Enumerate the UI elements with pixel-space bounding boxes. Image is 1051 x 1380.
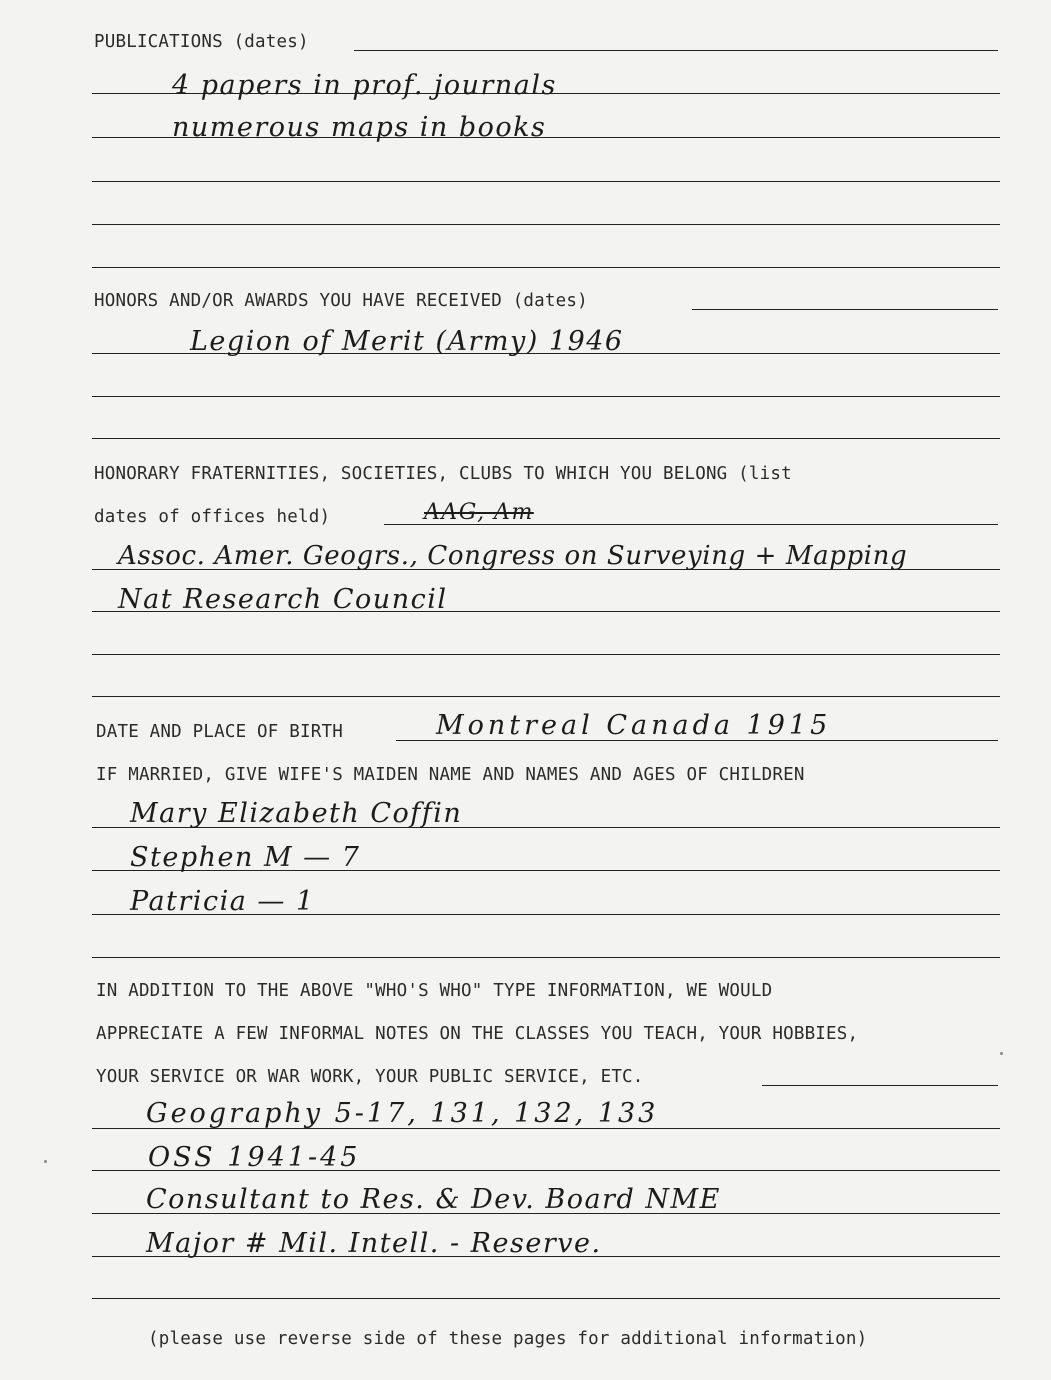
birth-value: Montreal Canada 1915 bbox=[436, 710, 832, 741]
publications-entry: numerous maps in books bbox=[172, 112, 547, 143]
honors-entry: Legion of Merit (Army) 1946 bbox=[190, 326, 624, 357]
answer-line bbox=[92, 181, 1000, 182]
societies-label-line1: HONORARY FRATERNITIES, SOCIETIES, CLUBS TO WHICH YOU BELONG (list bbox=[94, 464, 792, 484]
notes-label-line3: YOUR SERVICE OR WAR WORK, YOUR PUBLIC SERVICE, ETC. bbox=[96, 1067, 644, 1087]
answer-line bbox=[762, 1085, 998, 1086]
notes-label-line1: IN ADDITION TO THE ABOVE "WHO'S WHO" TYPE INFORMATION, WE WOULD bbox=[96, 981, 773, 1001]
publications-entry: 4 papers in prof. journals bbox=[172, 70, 557, 101]
societies-label-line2: dates of offices held) bbox=[94, 507, 331, 527]
answer-line bbox=[92, 957, 1000, 958]
birth-label: DATE AND PLACE OF BIRTH bbox=[96, 722, 343, 742]
notes-entry: Geography 5-17, 131, 132, 133 bbox=[146, 1098, 659, 1129]
struck-entry: AAG, Am bbox=[424, 500, 534, 525]
paper-speck bbox=[1000, 1052, 1003, 1055]
answer-line bbox=[354, 50, 998, 51]
notes-label-line2: APPRECIATE A FEW INFORMAL NOTES ON THE CLASSES YOU TEACH, YOUR HOBBIES, bbox=[96, 1024, 859, 1044]
notes-entry: Consultant to Res. & Dev. Board NME bbox=[146, 1184, 721, 1215]
publications-label: PUBLICATIONS (dates) bbox=[94, 32, 309, 52]
answer-line bbox=[92, 224, 1000, 225]
societies-entry: Assoc. Amer. Geogrs., Congress on Surveying + Mapping bbox=[118, 541, 908, 571]
answer-line bbox=[92, 438, 1000, 439]
answer-line bbox=[92, 654, 1000, 655]
footer-note: (please use reverse side of these pages for additional information) bbox=[148, 1329, 868, 1349]
notes-entry: Major # Mil. Intell. - Reserve. bbox=[146, 1228, 602, 1259]
family-entry: Stephen M — 7 bbox=[130, 842, 361, 873]
notes-entry: OSS 1941-45 bbox=[148, 1142, 361, 1173]
answer-line bbox=[92, 1298, 1000, 1299]
answer-line bbox=[92, 267, 1000, 268]
paper-speck bbox=[44, 1160, 47, 1163]
family-entry: Mary Elizabeth Coffin bbox=[130, 798, 463, 829]
honors-label: HONORS AND/OR AWARDS YOU HAVE RECEIVED (dates) bbox=[94, 291, 588, 311]
family-entry: Patricia — 1 bbox=[130, 886, 315, 917]
societies-entry: Nat Research Council bbox=[118, 584, 448, 615]
answer-line bbox=[92, 696, 1000, 697]
family-label: IF MARRIED, GIVE WIFE'S MAIDEN NAME AND NAMES AND AGES OF CHILDREN bbox=[96, 765, 805, 785]
answer-line bbox=[92, 396, 1000, 397]
answer-line bbox=[692, 309, 998, 310]
